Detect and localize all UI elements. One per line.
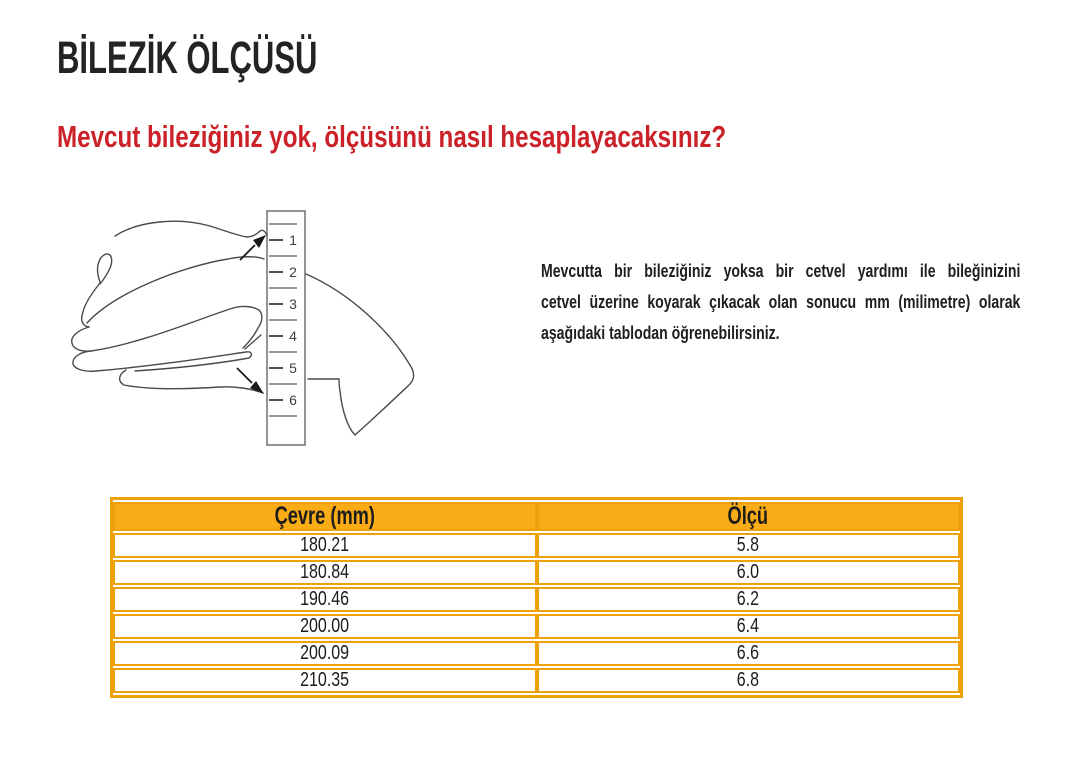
- ruler-number: 4: [289, 328, 297, 344]
- hand-on-ruler-illustration: [60, 190, 450, 460]
- size-value: [537, 560, 961, 585]
- arrow-top-icon: [240, 245, 255, 260]
- size-value: [537, 614, 961, 639]
- column-header-circumference-label: Çevre (mm): [274, 502, 375, 530]
- column-header-circumference: [113, 502, 537, 531]
- description-line: aşağıdaki tablodan öğrenebilirsiniz.: [541, 323, 780, 343]
- size-table-header: [113, 502, 960, 531]
- ruler-number: 3: [289, 296, 297, 312]
- ruler-number: 6: [289, 392, 297, 408]
- circumference-value: [113, 614, 537, 639]
- cell-text: 6.4: [737, 615, 760, 637]
- circumference-value: [113, 587, 537, 612]
- size-value: [537, 668, 961, 693]
- circumference-value: [113, 533, 537, 558]
- header-row: [113, 502, 960, 531]
- size-value: [537, 533, 961, 558]
- forearm-outline: [306, 274, 414, 435]
- size-table-body: [113, 533, 960, 693]
- arrow-bottom-icon: [237, 368, 252, 383]
- table-row: [113, 533, 960, 558]
- cell-text: 6.0: [737, 561, 760, 583]
- table-row: [113, 560, 960, 585]
- size-value: [537, 641, 961, 666]
- description-paragraph: [541, 256, 1020, 349]
- size-value: [537, 587, 961, 612]
- description-line: Mevcutta bir bileziğiniz yoksa bir cetvel yardımı ile bileğinizini: [541, 261, 1021, 281]
- ruler: [267, 211, 305, 445]
- cell-text: 200.09: [300, 642, 350, 664]
- circumference-value: [113, 668, 537, 693]
- arrow-bottom-head-icon: [250, 381, 264, 394]
- cell-text: 190.46: [300, 588, 350, 610]
- cell-text: 200.00: [300, 615, 350, 637]
- ruler-number: 1: [289, 232, 297, 248]
- hand-sketch: [72, 221, 267, 393]
- page-subtitle: Mevcut bileziğiniz yok, ölçüsünü nasıl hesaplayacaksınız?: [57, 119, 727, 154]
- cell-text: 6.8: [737, 669, 760, 691]
- cell-text: 6.2: [737, 588, 760, 610]
- ruler-number: 5: [289, 360, 297, 376]
- table-row: [113, 668, 960, 693]
- cell-text: 6.6: [737, 642, 760, 664]
- table-row: [113, 641, 960, 666]
- cell-text: 5.8: [737, 534, 760, 556]
- page-title: BİLEZİK ÖLÇÜSÜ: [57, 32, 318, 83]
- ruler-number: 2: [289, 264, 297, 280]
- cell-text: 180.84: [300, 561, 350, 583]
- circumference-value: [113, 560, 537, 585]
- cell-text: 180.21: [300, 534, 350, 556]
- size-table: [110, 497, 963, 698]
- table-row: [113, 587, 960, 612]
- circumference-value: [113, 641, 537, 666]
- description-line: cetvel üzerine koyarak çıkacak olan sonucu mm (milimetre) olarak: [541, 292, 1021, 312]
- table-row: [113, 614, 960, 639]
- cell-text: 210.35: [300, 669, 350, 691]
- column-header-size: [537, 502, 961, 531]
- column-header-size-label: Ölçü: [727, 502, 769, 530]
